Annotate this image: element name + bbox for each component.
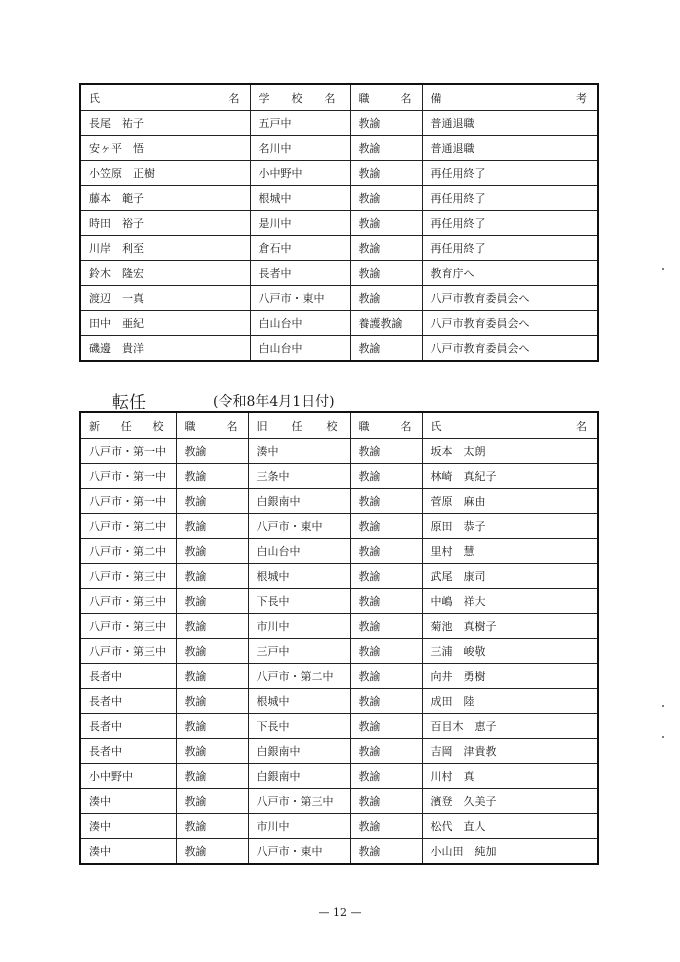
person-name: 菊池 真樹子 — [422, 614, 598, 639]
old-position: 教諭 — [350, 739, 422, 764]
new-school: 八戸市・第三中 — [80, 614, 176, 639]
new-school: 八戸市・第二中 — [80, 514, 176, 539]
position: 教諭 — [350, 111, 422, 136]
person-name: 成田 陸 — [422, 689, 598, 714]
school: 是川中 — [250, 211, 350, 236]
person-name: 磯邊 貴洋 — [80, 336, 250, 362]
old-school: 白銀南中 — [248, 739, 350, 764]
table-row — [80, 739, 598, 764]
page-number: — 12 — — [318, 906, 362, 919]
table-row — [80, 814, 598, 839]
table-header-row — [80, 84, 598, 111]
old-position: 教諭 — [350, 489, 422, 514]
scan-speck — [662, 705, 664, 707]
position: 教諭 — [350, 186, 422, 211]
old-position: 教諭 — [350, 689, 422, 714]
person-name: 三浦 峻敬 — [422, 639, 598, 664]
new-position: 教諭 — [176, 739, 248, 764]
old-position: 教諭 — [350, 514, 422, 539]
old-school: 根城中 — [248, 564, 350, 589]
position: 教諭 — [350, 236, 422, 261]
new-position: 教諭 — [176, 439, 248, 464]
new-school: 湊中 — [80, 814, 176, 839]
table-row — [80, 664, 598, 689]
person-name: 田中 亜紀 — [80, 311, 250, 336]
section-title: 転任 — [112, 393, 146, 413]
transfer-table — [79, 411, 599, 865]
old-school: 八戸市・東中 — [248, 839, 350, 865]
position: 教諭 — [350, 336, 422, 362]
header-new-position: 職 名 — [176, 412, 248, 439]
school: 白山台中 — [250, 336, 350, 362]
old-position: 教諭 — [350, 764, 422, 789]
note: 普通退職 — [422, 111, 598, 136]
table-row — [80, 764, 598, 789]
table-row — [80, 564, 598, 589]
person-name: 里村 慧 — [422, 539, 598, 564]
person-name: 小山田 純加 — [422, 839, 598, 865]
old-school: 白銀南中 — [248, 489, 350, 514]
school: 五戸中 — [250, 111, 350, 136]
new-school: 長者中 — [80, 714, 176, 739]
table-row — [80, 839, 598, 865]
person-name: 原田 恭子 — [422, 514, 598, 539]
old-school: 白銀南中 — [248, 764, 350, 789]
table-row — [80, 439, 598, 464]
new-school: 八戸市・第一中 — [80, 439, 176, 464]
person-name: 時田 裕子 — [80, 211, 250, 236]
new-position: 教諭 — [176, 839, 248, 865]
transfer-table-body — [80, 439, 598, 865]
position: 養護教諭 — [350, 311, 422, 336]
old-position: 教諭 — [350, 589, 422, 614]
header-school: 学 校 名 — [250, 84, 350, 111]
new-school: 八戸市・第二中 — [80, 539, 176, 564]
person-name: 百目木 恵子 — [422, 714, 598, 739]
header-old-position: 職 名 — [350, 412, 422, 439]
new-position: 教諭 — [176, 689, 248, 714]
new-position: 教諭 — [176, 489, 248, 514]
new-school: 湊中 — [80, 839, 176, 865]
header-new-school: 新 任 校 — [80, 412, 176, 439]
table-row — [80, 489, 598, 514]
table-row — [80, 539, 598, 564]
person-name: 渡辺 一真 — [80, 286, 250, 311]
old-school: 下長中 — [248, 589, 350, 614]
old-position: 教諭 — [350, 614, 422, 639]
person-name: 川村 真 — [422, 764, 598, 789]
school: 八戸市・東中 — [250, 286, 350, 311]
old-school: 三戸中 — [248, 639, 350, 664]
person-name: 向井 勇樹 — [422, 664, 598, 689]
old-school: 八戸市・第三中 — [248, 789, 350, 814]
new-school: 小中野中 — [80, 764, 176, 789]
person-name: 小笠原 正樹 — [80, 161, 250, 186]
table-row — [80, 111, 598, 136]
table-row — [80, 211, 598, 236]
new-position: 教諭 — [176, 539, 248, 564]
position: 教諭 — [350, 286, 422, 311]
person-name: 中嶋 祥大 — [422, 589, 598, 614]
note: 普通退職 — [422, 136, 598, 161]
new-position: 教諭 — [176, 714, 248, 739]
new-school: 八戸市・第三中 — [80, 589, 176, 614]
new-school: 八戸市・第三中 — [80, 564, 176, 589]
school: 白山台中 — [250, 311, 350, 336]
school: 長者中 — [250, 261, 350, 286]
new-school: 八戸市・第三中 — [80, 639, 176, 664]
position: 教諭 — [350, 161, 422, 186]
old-school: 下長中 — [248, 714, 350, 739]
old-position: 教諭 — [350, 839, 422, 865]
table-header-row — [80, 412, 598, 439]
table-row — [80, 161, 598, 186]
person-name: 武尾 康司 — [422, 564, 598, 589]
person-name: 安ヶ平 悟 — [80, 136, 250, 161]
old-school: 湊中 — [248, 439, 350, 464]
old-position: 教諭 — [350, 439, 422, 464]
new-school: 長者中 — [80, 664, 176, 689]
header-name: 氏 名 — [80, 84, 250, 111]
person-name: 松代 直人 — [422, 814, 598, 839]
old-position: 教諭 — [350, 714, 422, 739]
note: 八戸市教育委員会へ — [422, 336, 598, 362]
note: 教育庁へ — [422, 261, 598, 286]
new-position: 教諭 — [176, 764, 248, 789]
person-name: 菅原 麻由 — [422, 489, 598, 514]
table-row — [80, 589, 598, 614]
note: 再任用終了 — [422, 186, 598, 211]
person-name: 鈴木 隆宏 — [80, 261, 250, 286]
table-row — [80, 464, 598, 489]
old-position: 教諭 — [350, 814, 422, 839]
table-row — [80, 236, 598, 261]
new-position: 教諭 — [176, 589, 248, 614]
old-school: 市川中 — [248, 614, 350, 639]
note: 八戸市教育委員会へ — [422, 311, 598, 336]
new-position: 教諭 — [176, 614, 248, 639]
old-school: 白山台中 — [248, 539, 350, 564]
new-position: 教諭 — [176, 514, 248, 539]
scan-speck — [662, 268, 664, 270]
new-position: 教諭 — [176, 789, 248, 814]
position: 教諭 — [350, 211, 422, 236]
note: 再任用終了 — [422, 161, 598, 186]
new-position: 教諭 — [176, 464, 248, 489]
old-school: 市川中 — [248, 814, 350, 839]
new-position: 教諭 — [176, 639, 248, 664]
school: 名川中 — [250, 136, 350, 161]
new-school: 湊中 — [80, 789, 176, 814]
table-row — [80, 136, 598, 161]
new-position: 教諭 — [176, 664, 248, 689]
note: 再任用終了 — [422, 211, 598, 236]
person-name: 長尾 祐子 — [80, 111, 250, 136]
table-row — [80, 614, 598, 639]
school: 根城中 — [250, 186, 350, 211]
old-position: 教諭 — [350, 464, 422, 489]
position: 教諭 — [350, 136, 422, 161]
old-position: 教諭 — [350, 664, 422, 689]
new-school: 八戸市・第一中 — [80, 464, 176, 489]
table-row — [80, 186, 598, 211]
old-school: 三条中 — [248, 464, 350, 489]
table-row — [80, 311, 598, 336]
table-row — [80, 789, 598, 814]
header-position: 職 名 — [350, 84, 422, 111]
school: 小中野中 — [250, 161, 350, 186]
retirement-table-body — [80, 111, 598, 362]
section-date: (令和8年4月1日付) — [213, 394, 335, 410]
new-school: 八戸市・第一中 — [80, 489, 176, 514]
old-position: 教諭 — [350, 789, 422, 814]
person-name: 林崎 真紀子 — [422, 464, 598, 489]
header-note: 備 考 — [422, 84, 598, 111]
new-school: 長者中 — [80, 689, 176, 714]
old-school: 八戸市・東中 — [248, 514, 350, 539]
table-row — [80, 714, 598, 739]
new-position: 教諭 — [176, 814, 248, 839]
person-name: 濱登 久美子 — [422, 789, 598, 814]
retirement-table — [79, 83, 599, 362]
person-name: 吉岡 津貴教 — [422, 739, 598, 764]
header-old-school: 旧 任 校 — [248, 412, 350, 439]
table-row — [80, 336, 598, 362]
table-row — [80, 286, 598, 311]
old-school: 根城中 — [248, 689, 350, 714]
note: 再任用終了 — [422, 236, 598, 261]
table-row — [80, 689, 598, 714]
table-row — [80, 514, 598, 539]
header-name: 氏 名 — [422, 412, 598, 439]
old-school: 八戸市・第二中 — [248, 664, 350, 689]
school: 倉石中 — [250, 236, 350, 261]
note: 八戸市教育委員会へ — [422, 286, 598, 311]
new-school: 長者中 — [80, 739, 176, 764]
person-name: 川岸 利至 — [80, 236, 250, 261]
person-name: 坂本 太朗 — [422, 439, 598, 464]
old-position: 教諭 — [350, 539, 422, 564]
old-position: 教諭 — [350, 639, 422, 664]
new-position: 教諭 — [176, 564, 248, 589]
table-row — [80, 261, 598, 286]
position: 教諭 — [350, 261, 422, 286]
person-name: 藤本 範子 — [80, 186, 250, 211]
old-position: 教諭 — [350, 564, 422, 589]
scan-speck — [662, 736, 664, 738]
table-row — [80, 639, 598, 664]
